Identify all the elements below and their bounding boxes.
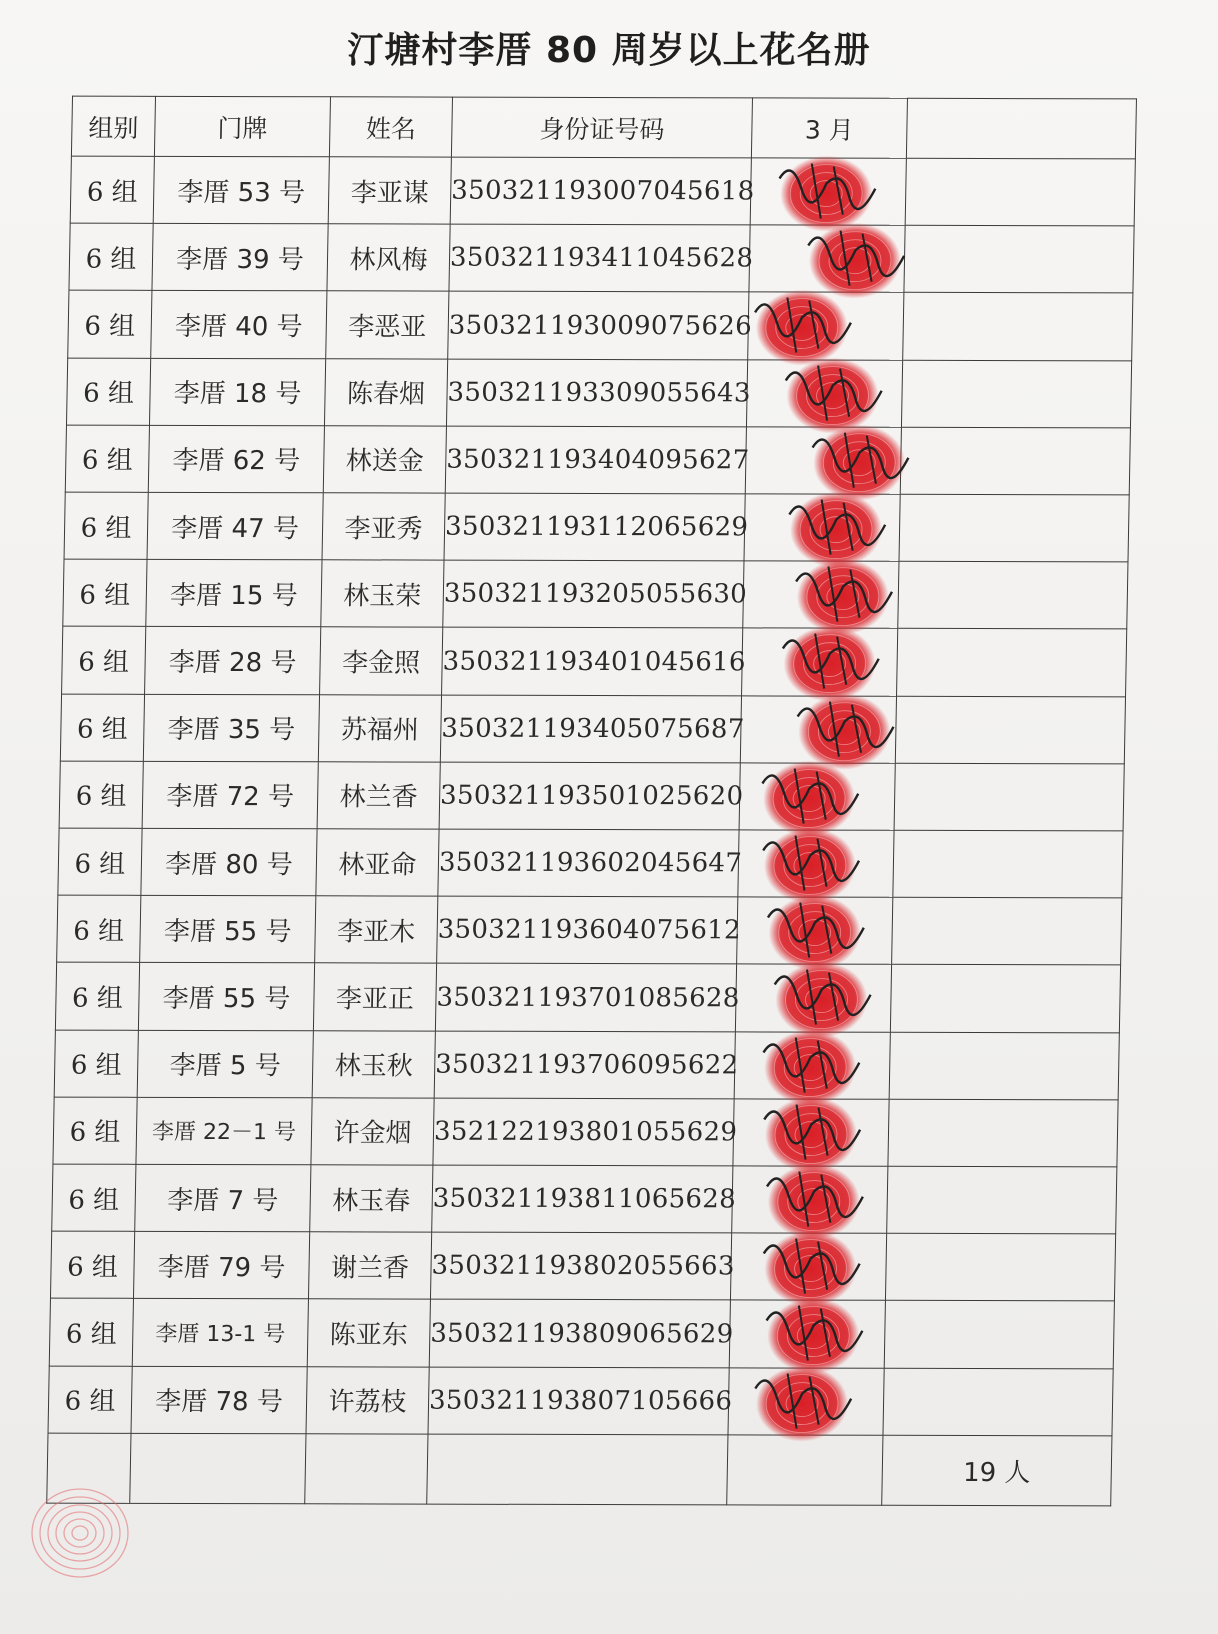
handwritten-signature [763,1246,860,1285]
cell-blank [890,965,1120,1033]
cell-signature [742,628,898,696]
table-row [48,1366,1113,1436]
cell-blank [893,830,1123,898]
cell-signature [744,494,900,562]
cell-name: 李亚秀 [322,493,445,561]
cell-id-number: 350321193604075612 [437,896,738,964]
handwritten-signature [808,238,905,277]
handwritten-signature [797,708,894,747]
cell-door: 李厝 13-1 号 [132,1299,308,1367]
cell-id-number: 350321193501025620 [439,762,740,830]
cell-door: 李厝 79 号 [133,1232,309,1300]
table-row [63,559,1128,629]
footer-empty-cell [427,1434,728,1505]
table-footer-row [47,1433,1112,1506]
cell-group: 6 组 [50,1231,134,1298]
cell-id-number: 350321193009075626 [448,292,749,360]
cell-door: 李厝 72 号 [142,761,318,829]
fingerprint-smudge [20,1478,140,1588]
cell-name: 李亚谋 [328,157,451,225]
handwritten-signature [774,977,871,1016]
cell-blank [885,1234,1115,1302]
header-month: 3 月 [751,98,907,158]
cell-name: 许荔枝 [306,1366,429,1434]
handwritten-signature [785,372,882,411]
cell-signature [728,1368,884,1436]
table-row [50,1231,1115,1301]
cell-door: 李厝 28 号 [145,627,321,695]
cell-door: 李厝 15 号 [146,560,322,628]
cell-door: 李厝 22－1 号 [136,1097,312,1165]
cell-group: 6 组 [62,627,146,694]
table-row [70,156,1135,226]
cell-group: 6 组 [58,828,142,895]
cell-id-number: 350321193811065628 [432,1165,733,1233]
cell-signature [730,1233,886,1301]
cell-blank [892,898,1122,966]
cell-group: 6 组 [54,1030,138,1097]
handwritten-signature [763,842,860,881]
cell-name: 林风梅 [327,224,450,292]
cell-name: 林玉春 [310,1165,433,1233]
cell-id-number: 350321193309055643 [446,359,747,427]
cell-blank [897,629,1127,697]
cell-signature [737,897,893,965]
cell-id-number: 350321193401045616 [442,628,743,696]
cell-id-number: 350321193411045628 [449,224,750,292]
cell-id-number: 350321193405075687 [440,695,741,763]
cell-group: 6 组 [57,895,141,962]
cell-door: 李厝 5 号 [137,1030,313,1098]
cell-signature [749,225,905,293]
table-row [54,1030,1119,1100]
table-header-row [71,96,1136,159]
cell-name: 李亚正 [313,963,436,1031]
cell-door: 李厝 18 号 [149,358,325,426]
cell-signature [743,561,899,629]
cell-group: 6 组 [55,963,139,1030]
cell-name: 李金照 [320,627,443,695]
header-id-number: 身份证号码 [451,97,752,158]
table-row [69,223,1134,293]
cell-door: 李厝 39 号 [152,224,328,292]
cell-blank [884,1301,1114,1369]
footer-empty-cell [727,1435,883,1505]
cell-id-number: 350321193205055630 [443,560,744,628]
cell-id-number: 350321193112065629 [444,493,745,561]
handwritten-signature [767,910,864,949]
table-row [57,895,1122,965]
cell-signature [739,763,895,831]
cell-name: 苏福州 [318,694,441,762]
cell-signature [740,696,896,764]
cell-signature [732,1166,888,1234]
handwritten-signature [763,1044,860,1083]
cell-name: 谢兰香 [308,1232,431,1300]
cell-door: 李厝 80 号 [141,828,317,896]
roster-table [46,96,1137,1507]
cell-blank [904,225,1134,293]
cell-name: 林玉荣 [321,560,444,628]
table-row [49,1299,1114,1369]
cell-door: 李厝 7 号 [135,1164,311,1232]
table-row [53,1097,1118,1167]
cell-blank [901,360,1131,428]
cell-door: 李厝 55 号 [138,963,314,1031]
handwritten-signature [782,641,879,680]
table-row [59,761,1124,831]
cell-signature [748,292,904,360]
cell-name: 许金烟 [311,1098,434,1166]
cell-group: 6 组 [49,1299,133,1366]
handwritten-signature [762,775,859,814]
cell-id-number: 350321193701085628 [435,964,736,1032]
cell-door: 李厝 53 号 [153,156,329,224]
cell-id-number: 350321193602045647 [438,829,739,897]
cell-name: 林亚命 [316,829,439,897]
cell-id-number: 350321193802055663 [430,1232,731,1300]
handwritten-signature [755,1380,852,1419]
cell-blank [900,427,1130,495]
table-row [60,694,1125,764]
header-door: 门牌 [154,96,330,156]
cell-name: 林玉秋 [312,1030,435,1098]
cell-group: 6 组 [63,559,147,626]
cell-signature [746,359,902,427]
cell-group: 6 组 [64,492,148,559]
table-row [68,291,1133,361]
table-row [65,425,1130,495]
cell-blank [883,1368,1113,1436]
cell-name: 林兰香 [317,762,440,830]
cell-group: 6 组 [68,291,152,358]
cell-group: 6 组 [59,761,143,828]
cell-group: 6 组 [52,1164,136,1231]
cell-id-number: 350321193706095622 [434,1031,735,1099]
handwritten-signature [789,507,886,546]
cell-name: 陈春烟 [324,358,447,426]
cell-signature [733,1099,889,1167]
cell-signature [729,1300,885,1368]
cell-name: 林送金 [323,426,446,494]
handwritten-signature [754,305,851,344]
cell-blank [895,696,1125,764]
cell-signature [735,964,891,1032]
table-row [58,828,1123,898]
cell-id-number: 352122193801055629 [433,1098,734,1166]
cell-signature [738,830,894,898]
cell-blank [903,293,1133,361]
cell-door: 李厝 35 号 [143,694,319,762]
cell-blank [899,494,1129,562]
cell-group: 6 组 [65,425,149,492]
cell-id-number: 350321193809065629 [429,1300,730,1368]
cell-group: 6 组 [66,358,150,425]
cell-id-number: 350321193807105666 [428,1367,729,1435]
cell-group: 6 组 [53,1097,137,1164]
cell-group: 6 组 [48,1366,132,1434]
cell-door: 李厝 40 号 [151,291,327,359]
cell-name: 李恶亚 [326,291,449,359]
table-row [64,492,1129,562]
footer-empty-cell [130,1433,306,1503]
handwritten-signature [766,1179,863,1218]
cell-name: 陈亚东 [307,1299,430,1367]
table-row [55,963,1120,1033]
header-blank [906,98,1136,159]
cell-group: 6 组 [70,156,154,223]
table-row [66,358,1131,428]
header-name: 姓名 [329,97,452,157]
handwritten-signature [779,170,876,209]
cell-signature [750,158,906,226]
cell-signature [745,427,901,495]
cell-id-number: 350321193007045618 [450,157,751,225]
total-count: 19 人 [882,1435,1112,1506]
cell-signature [734,1032,890,1100]
cell-blank [894,763,1124,831]
table-row [52,1164,1117,1234]
cell-group: 6 组 [69,223,153,290]
handwritten-signature [812,439,909,478]
handwritten-signature [764,1111,861,1150]
roster-table-wrapper [46,96,1136,1507]
cell-blank [898,562,1128,630]
header-group: 组别 [71,96,155,156]
cell-group: 6 组 [60,694,144,761]
cell-door: 李厝 47 号 [147,492,323,560]
cell-door: 李厝 78 号 [131,1366,307,1434]
page-title: 汀塘村李厝 80 周岁以上花名册 [347,30,871,71]
cell-id-number: 350321193404095627 [445,426,746,494]
footer-empty-cell [305,1434,428,1504]
cell-blank [888,1099,1118,1167]
cell-blank [889,1032,1119,1100]
cell-name: 李亚木 [315,896,438,964]
table-row [62,627,1127,697]
cell-door: 李厝 62 号 [148,425,324,493]
handwritten-signature [796,574,893,613]
cell-blank [905,158,1135,226]
cell-door: 李厝 55 号 [140,896,316,964]
handwritten-signature [766,1313,863,1352]
cell-blank [887,1166,1117,1234]
